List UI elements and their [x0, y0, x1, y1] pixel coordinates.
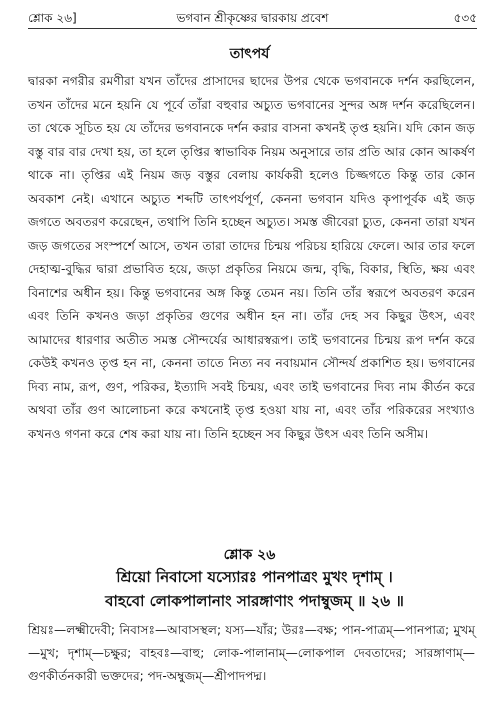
verse-reference: শ্লোক ২৬]: [28, 11, 77, 25]
verse-line-1: শ্রিয়ো নিবাসো যস্যোরঃ পানপাত্রং মুখং দৃশাম্ ।: [116, 568, 393, 586]
verse-line-2: বাহবো লোকপালানাং সারঙ্গাণাং পদাম্বুজম্ ॥ ২৬ ॥: [105, 592, 404, 610]
verse-heading: শ্লোক ২৬: [223, 547, 276, 563]
running-head: [28, 8, 477, 29]
purport-body: [28, 70, 475, 446]
verse-text: [40, 565, 469, 613]
purport-paragraph: দ্বারকা নগরীর রমণীরা যখন তাঁদের প্রাসাদের ছাদের উপর থেকে ভগবানকে দর্শন করছিলেন, তখন তাঁদের মনে হয়নি যে পূর্বে তাঁরা বহুবার অচ্যুত ভগবানের সুন্দর অঙ্গ দর্শন করেছিলেন। তা থেকে সূচিত হয় যে তাঁদের ভগবানকে দর্শন করার বাসনা কখনই তৃপ্ত হয়নি। যদি কোন জড় বস্তু বার বার দেখা হয়, তা হলে তৃপ্তির স্বাভাবিক নিয়ম অনুসারে তার প্রতি আর কোন আকর্ষণ থাকে না। তৃপ্তির এই নিয়ম জড় বস্তুর বেলায় কার্যকরী হলেও চিজ্জগতে কিন্তু তার কোন অবকাশ নেই। এখানে অচ্যুত শব্দটি তাৎপর্যপূর্ণ, কেননা ভগবান যদিও কৃপাপূর্বক এই জড় জগতে অবতরণ করেছেন, তথাপি তিনি হচ্ছেন অচ্যুত। সমস্ত জীবেরা চ্যুত, কেননা তারা যখন জড় জগতের সংস্পর্শে আসে, তখন তারা তাদের চিন্ময় পরিচয় হারিয়ে ফেলে। আর তার ফলে দেহাত্ম-বুদ্ধির দ্বারা প্রভাবিত হয়ে, জড়া প্রকৃতির নিয়মে জন্ম, বৃদ্ধি, বিকার, স্থিতি, ক্ষয় এবং বিনাশের অধীন হয়। কিন্তু ভগবানের অঙ্গ কিন্তু তেমন নয়। তিনি তাঁর স্বরূপে অবতরণ করেন এবং তিনি কখনও জড়া প্রকৃতির গুণের অধীন হন না। তাঁর দেহ সব কিছুর উৎস, এবং আমাদের ধারণার অতীত সমস্ত সৌন্দর্যের আধারস্বরূপ। তাই ভগবানের চিন্ময় রূপ দর্শন করে কেউই কখনও তৃপ্ত হন না, কেননা তাতে নিত্য নব নবায়মান সৌন্দর্য প্রকাশিত হয়। ভগবানের দিব্য নাম, রূপ, গুণ, পরিকর, ইত্যাদি সবই চিন্ময়, এবং তাই ভগবানের দিব্য নাম কীর্তন করে অথবা তাঁর গুণ আলোচনা করে কখনোই তৃপ্ত হওয়া যায় না, এবং তাঁর পরিকরের সংখ্যাও কখনও গণনা করে শেষ করা যায় না। তিনি হচ্ছেন সব কিছুর উৎস এবং তিনি অসীম।: [28, 74, 475, 441]
word-for-word-synonyms: শ্রিয়ঃ—লক্ষ্মীদেবী; নিবাসঃ—আবাসস্থল; যস্য—যাঁর; উরঃ—বক্ষ; পান-পাত্রম্—পানপাত্র; মুখম্—মুখ; দৃশাম্—চক্ষুর; বাহবঃ—বাহু; লোক-পালানাম্—লোকপাল দেবতাদের; সারঙ্গাণাম্—গুণকীর্তনকারী ভক্তদের; পদ-অম্বুজম্—শ্রীপাদপদ্ম।: [28, 623, 475, 683]
chapter-title: ভগবান শ্রীকৃষ্ণের দ্বারকায় প্রবেশ: [176, 11, 329, 25]
purport-heading: তাৎপর্য: [229, 46, 270, 62]
page-number: ৫৩৫: [453, 11, 477, 25]
